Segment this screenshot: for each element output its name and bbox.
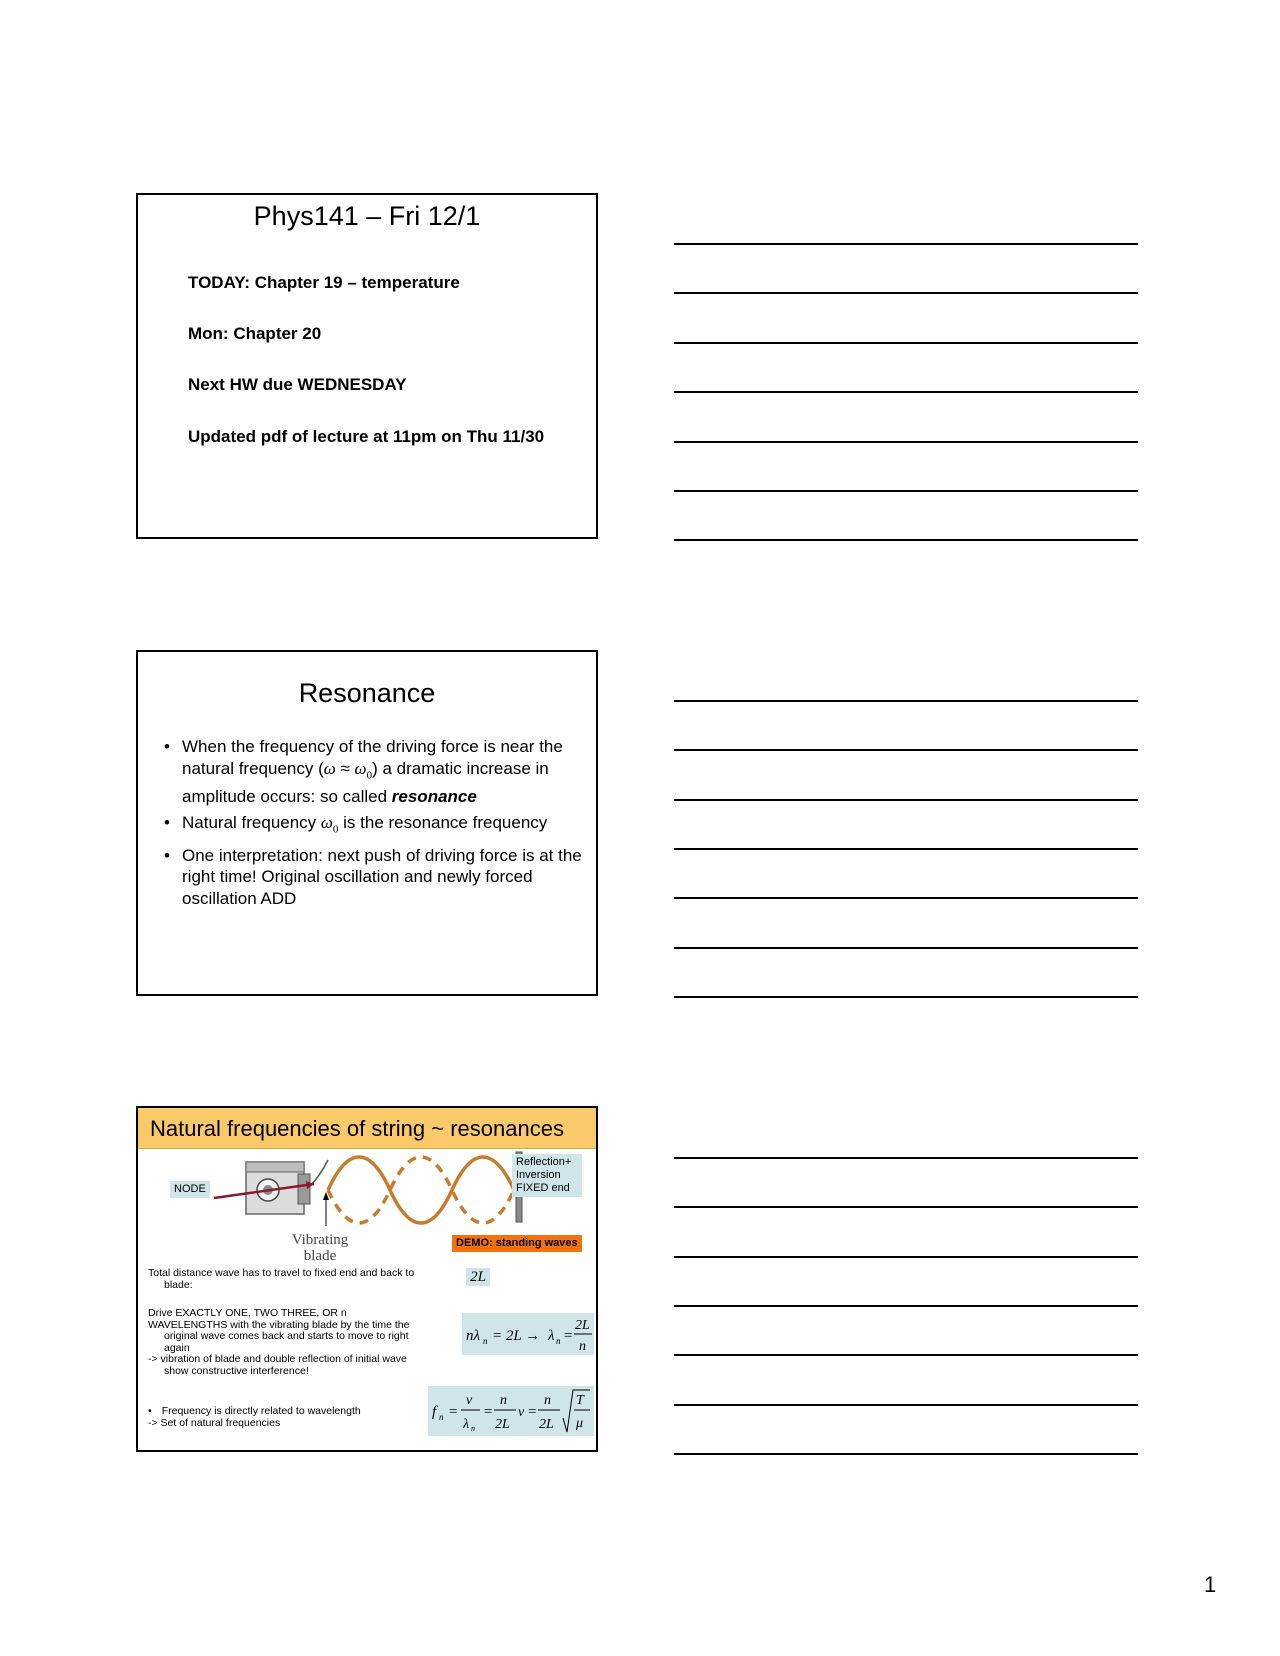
svg-text:=: = bbox=[527, 1404, 538, 1420]
slide-2-title: Resonance bbox=[298, 678, 436, 708]
bullet-item: • Natural frequency $\omega_0$ is the resonance frequency bbox=[164, 812, 548, 836]
svg-text:μ: μ bbox=[576, 1416, 584, 1431]
wavelength-equation-graphic bbox=[462, 1313, 594, 1355]
frequency-equation-graphic bbox=[428, 1386, 594, 1436]
note-line bbox=[674, 1305, 1138, 1307]
bullet-item: • One interpretation: next push of driving force is at the right time! Original oscillation and newly forced oscillation ADD bbox=[164, 845, 582, 908]
note-line bbox=[674, 292, 1138, 294]
bullet-item: • When the frequency of the driving force is near the natural frequency $(\omega \approx \omega_0)$ a dramatic increase in amplitude occurs: so called resonance bbox=[164, 737, 563, 807]
svg-text:n: n bbox=[471, 1424, 475, 1433]
bullet-icon: • bbox=[164, 812, 170, 832]
note-line bbox=[674, 799, 1138, 801]
reflection-label: Reflection+ Inversion FIXED end bbox=[512, 1154, 582, 1197]
note-line bbox=[674, 1157, 1138, 1159]
drive-wavelengths-text: Drive EXACTLY ONE, TWO THREE, OR n WAVELENGTHS with the vibrating blade by the time the original wave comes back and starts to move to right again -> vibration of blade and double reflection of initial wave show constructive interference! bbox=[148, 1307, 410, 1377]
equation-2l: 2L bbox=[466, 1268, 490, 1286]
frequency-equation bbox=[428, 1386, 594, 1436]
slide-1-title: Phys141 – Fri 12/1 bbox=[253, 201, 481, 231]
note-line bbox=[674, 1256, 1138, 1258]
slide-2-bullets bbox=[164, 736, 584, 913]
slide-3-title: Natural frequencies of string ~ resonances bbox=[150, 1116, 564, 1141]
svg-text:=: = bbox=[563, 1328, 574, 1344]
svg-text:λ: λ bbox=[463, 1417, 470, 1432]
vibrating-blade-label: Vibrating blade bbox=[291, 1232, 349, 1264]
note-line bbox=[674, 539, 1138, 541]
slide-2 bbox=[136, 650, 598, 996]
svg-text:nλ: nλ bbox=[466, 1328, 480, 1344]
note-line bbox=[674, 947, 1138, 949]
slide-3-title-banner bbox=[138, 1108, 596, 1149]
note-line bbox=[674, 996, 1138, 998]
svg-text:v: v bbox=[518, 1405, 525, 1420]
note-line bbox=[674, 243, 1138, 245]
frequency-text: • Frequency is directly related to wavelength -> Set of natural frequencies bbox=[148, 1405, 361, 1429]
svg-text:v: v bbox=[466, 1393, 473, 1408]
svg-text:2L: 2L bbox=[495, 1417, 510, 1432]
svg-text:n: n bbox=[544, 1393, 551, 1408]
svg-text:n: n bbox=[500, 1393, 507, 1408]
svg-text:n: n bbox=[439, 1412, 444, 1422]
bullet-icon: • bbox=[164, 737, 170, 756]
svg-text:= 2L →: = 2L → bbox=[492, 1328, 541, 1344]
note-line bbox=[674, 1206, 1138, 1208]
note-line bbox=[674, 749, 1138, 751]
slide-1-item-homework: Next HW due WEDNESDAY bbox=[188, 375, 407, 394]
note-line bbox=[674, 441, 1138, 443]
svg-text:n: n bbox=[556, 1336, 561, 1346]
svg-text:=: = bbox=[448, 1404, 459, 1420]
node-label: NODE bbox=[170, 1181, 210, 1198]
svg-text:2L: 2L bbox=[575, 1318, 590, 1333]
note-line bbox=[674, 391, 1138, 393]
wavelength-equation bbox=[462, 1313, 594, 1355]
svg-text:2L: 2L bbox=[539, 1417, 554, 1432]
note-line bbox=[674, 342, 1138, 344]
demo-label: DEMO: standing waves bbox=[452, 1235, 582, 1252]
svg-text:=: = bbox=[483, 1404, 494, 1420]
bullet-icon: • bbox=[164, 845, 170, 865]
slide-3 bbox=[136, 1106, 598, 1452]
slide-1-item-monday: Mon: Chapter 20 bbox=[188, 324, 322, 343]
note-line bbox=[674, 848, 1138, 850]
svg-text:f: f bbox=[432, 1404, 437, 1420]
svg-text:T: T bbox=[576, 1393, 584, 1408]
svg-text:n: n bbox=[483, 1336, 488, 1346]
bullet-icon: • bbox=[148, 1405, 152, 1417]
svg-text:λ: λ bbox=[548, 1328, 555, 1344]
note-line bbox=[674, 700, 1138, 702]
note-line bbox=[674, 1404, 1138, 1406]
slide-1-item-updated-pdf: Updated pdf of lecture at 11pm on Thu 11/30 bbox=[188, 427, 545, 446]
slide-1-item-today: TODAY: Chapter 19 – temperature bbox=[188, 273, 460, 292]
svg-text:n: n bbox=[579, 1339, 586, 1354]
note-line bbox=[674, 1453, 1138, 1455]
note-line bbox=[674, 897, 1138, 899]
page-number: 1 bbox=[1204, 1572, 1217, 1597]
note-line bbox=[674, 1354, 1138, 1356]
slide-1 bbox=[136, 193, 598, 539]
note-line bbox=[674, 490, 1138, 492]
total-distance-text: Total distance wave has to travel to fixed end and back to blade: bbox=[148, 1267, 415, 1291]
